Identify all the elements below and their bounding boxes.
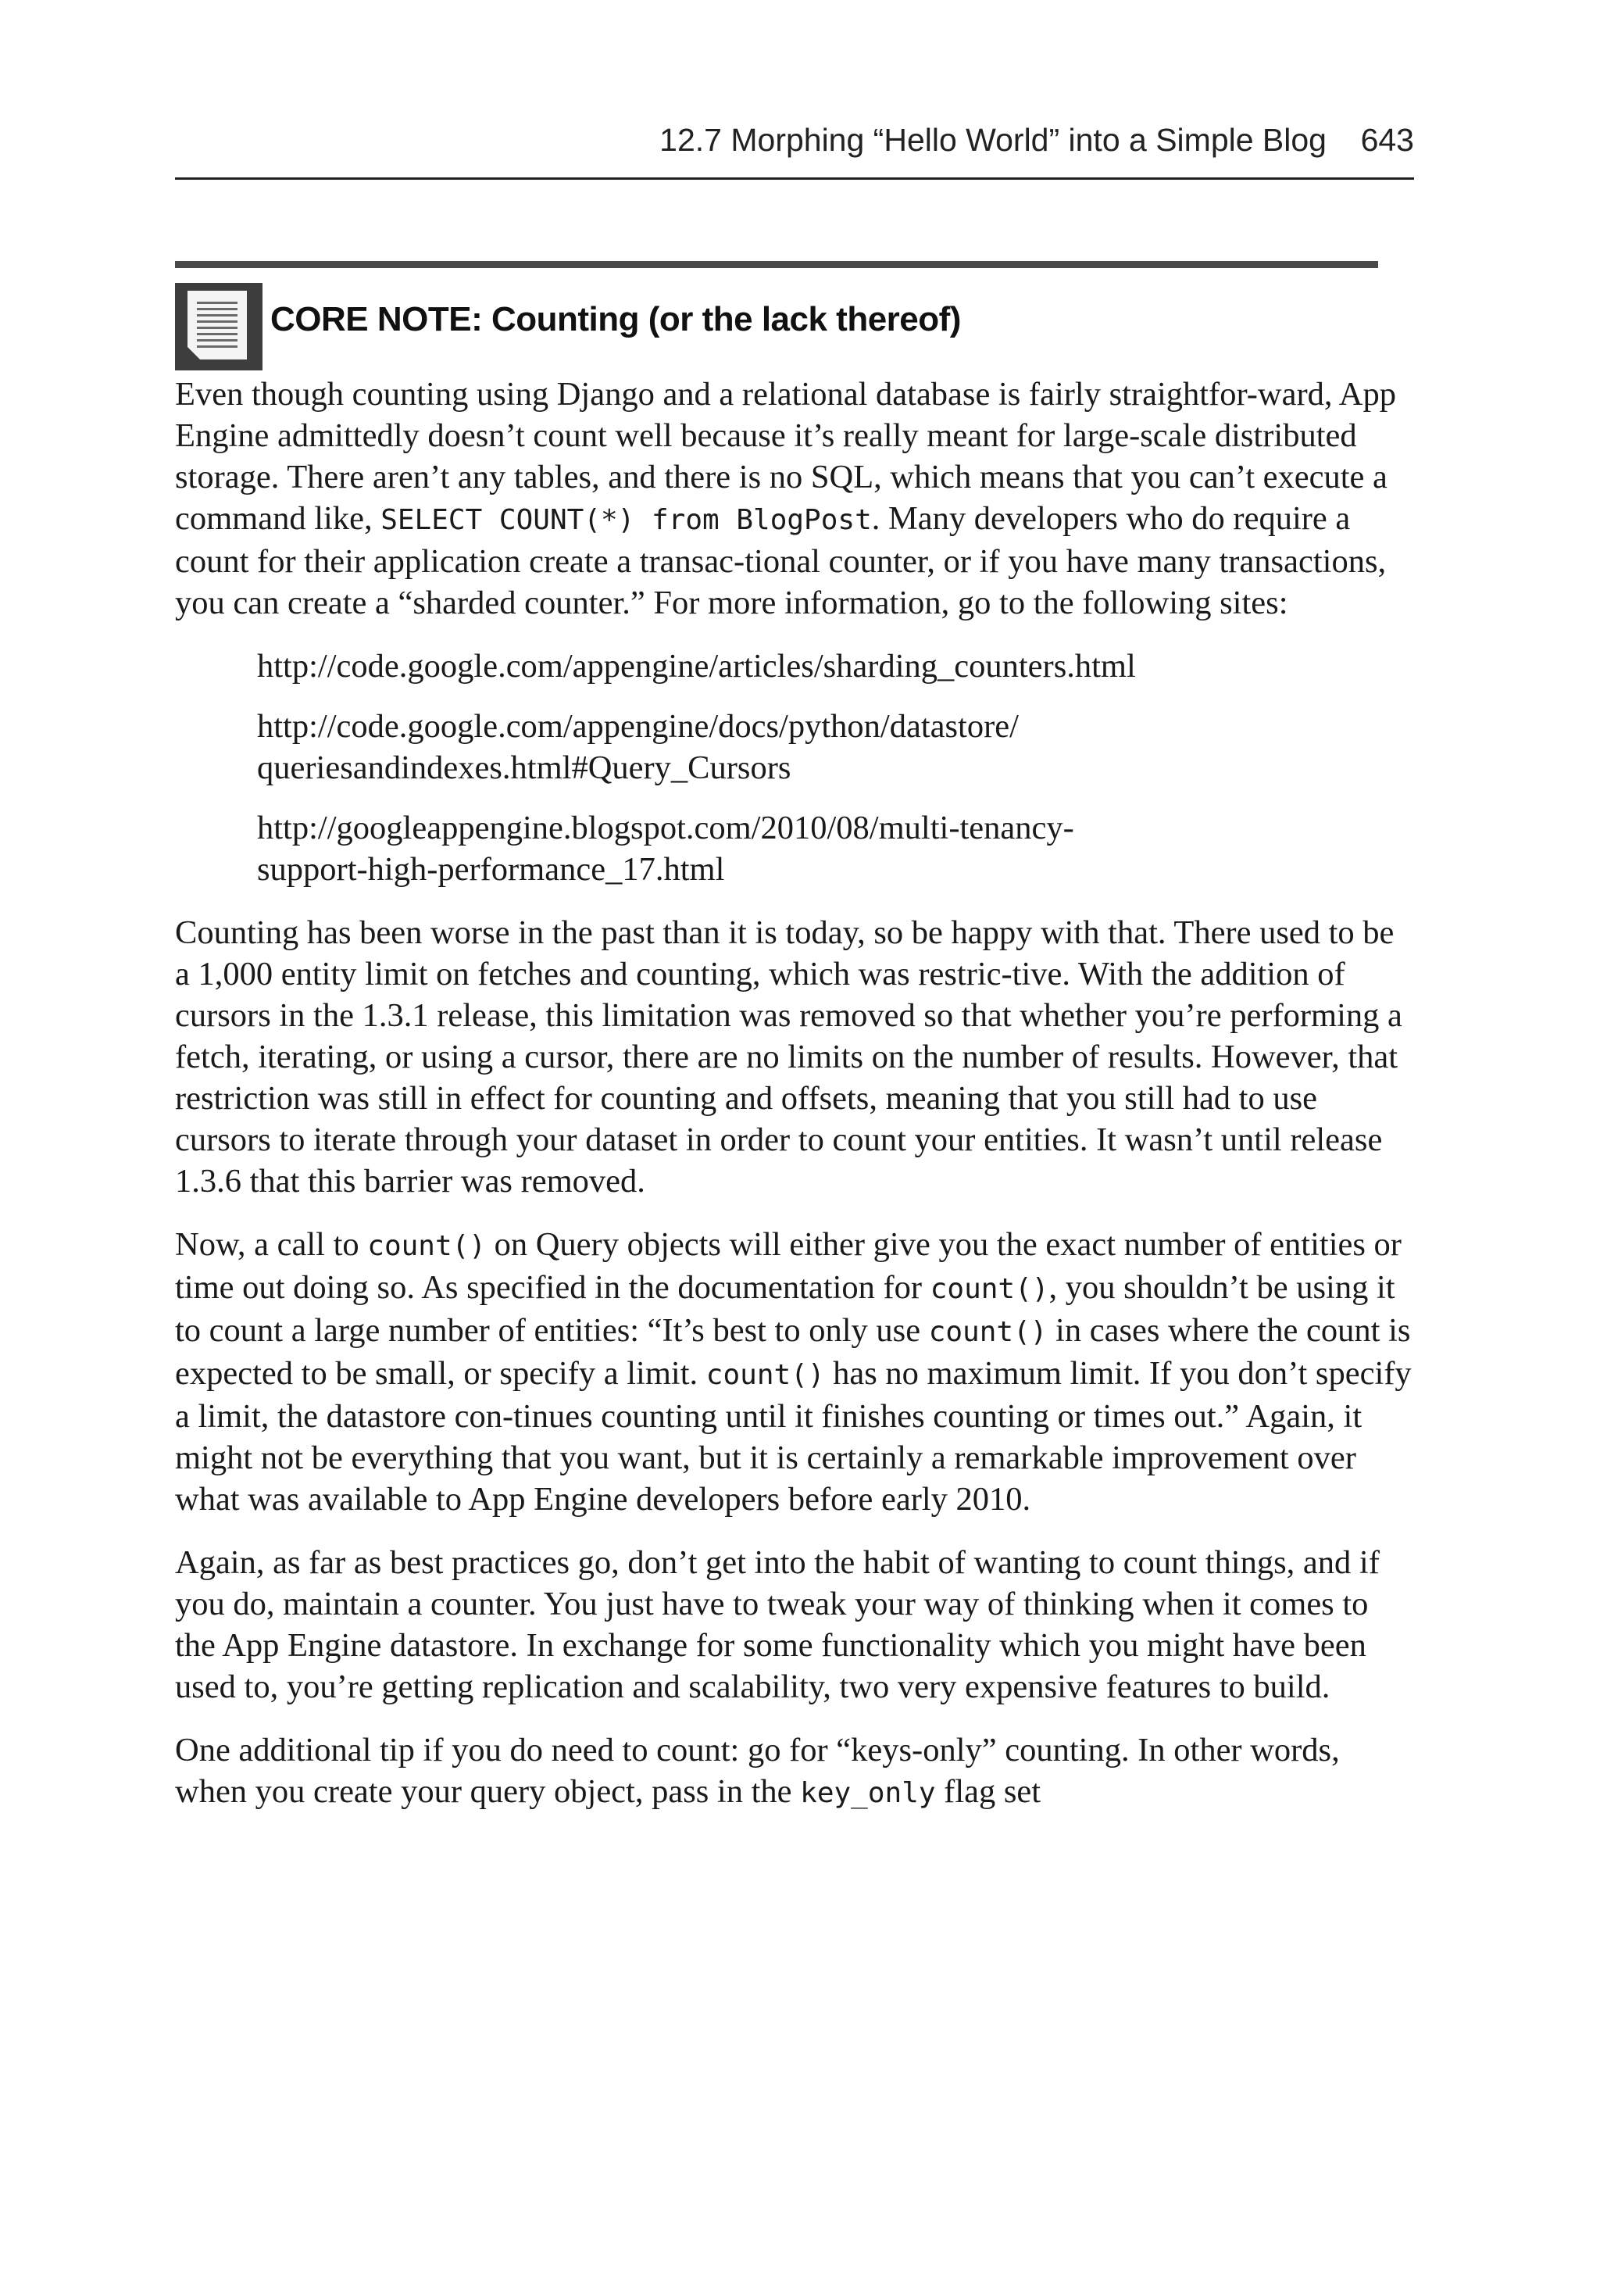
inline-code: key_only [800, 1777, 936, 1809]
paragraph-count-call: Now, a call to count() on Query objects will either give you the exact number of entities or time out doing so. As specified in the documentation for count(), you shouldn’t be using it to count a large number of entities: “It’s best to only use count() in cases where the count is expected to be small, or specify a limit. count() has no maximum limit. If you don’t specify a limit, the datastore con-tinues counting until it finishes counting or times out.” Again, it might not be everything that you want, but it is certainly a remarkable improvement over what was available to App Engine developers before early 2010. [175, 1226, 1412, 1518]
inline-code: count() [928, 1316, 1048, 1348]
url-item: http://googleappengine.blogspot.com/2010/08/multi-tenancy- support-high-performance_17.html [257, 810, 1074, 888]
inline-code: count() [930, 1273, 1049, 1305]
paragraph-history: Counting has been worse in the past than it is today, so be happy with that. There used to be a 1,000 entity limit on fetches and counting, which was restric-tive. With the addition of cursors in the 1.3.1 release, this limitation was removed so that whether you’re performing a fetch, iterating, or using a cursor, there are no limits on the number of results. However, that restriction was still in effect for counting and offsets, meaning that you still had to use cursors to iterate through your dataset in order to count your entities. It wasn’t until release 1.3.6 that this barrier was removed. [175, 914, 1402, 1200]
url-item: http://code.google.com/appengine/articles/sharding_counters.html [257, 648, 1136, 685]
note-top-rule [175, 261, 1378, 268]
inline-code: count() [705, 1359, 825, 1391]
note-heading: CORE NOTE: Counting (or the lack thereof) [270, 300, 961, 338]
section-title: 12.7 Morphing “Hello World” into a Simple Blog [659, 122, 1327, 158]
paragraph-keys-only: One additional tip if you do need to count: go for “keys-only” counting. In other words, when you create your query object, pass in the key_only flag set [175, 1732, 1340, 1810]
inline-code: SELECT COUNT(*) from BlogPost [380, 504, 872, 536]
running-header [175, 117, 1414, 167]
note-document-icon [175, 283, 262, 370]
url-list [257, 646, 1414, 890]
inline-code: count() [367, 1230, 486, 1262]
paragraph-best-practices: Again, as far as best practices go, don’t get into the habit of wanting to count things, and if you do, maintain a counter. You just have to tweak your way of thinking when it comes to the App Engine datastore. In exchange for some functionality which you might have been used to, you’re getting replication and scalability, two very expensive features to build. [175, 1544, 1380, 1705]
url-item: http://code.google.com/appengine/docs/python/datastore/ queriesandindexes.html#Query_Cursors [257, 708, 1019, 786]
page-number: 643 [1360, 122, 1414, 158]
header-rule [175, 177, 1414, 180]
note-body [175, 374, 1414, 1836]
paragraph-intro: Even though counting using Django and a relational database is fairly straightfor-ward, App Engine admittedly doesn’t count well because it’s really meant for large-scale distributed storage. There aren’t any tables, and there is no SQL, which means that you can’t execute a command like, SELECT COUNT(*) from BlogPost. Many developers who do require a count for their application create a transac-tional counter, or if you have many transactions, you can create a “sharded counter.” For more information, go to the following sites: [175, 376, 1396, 621]
